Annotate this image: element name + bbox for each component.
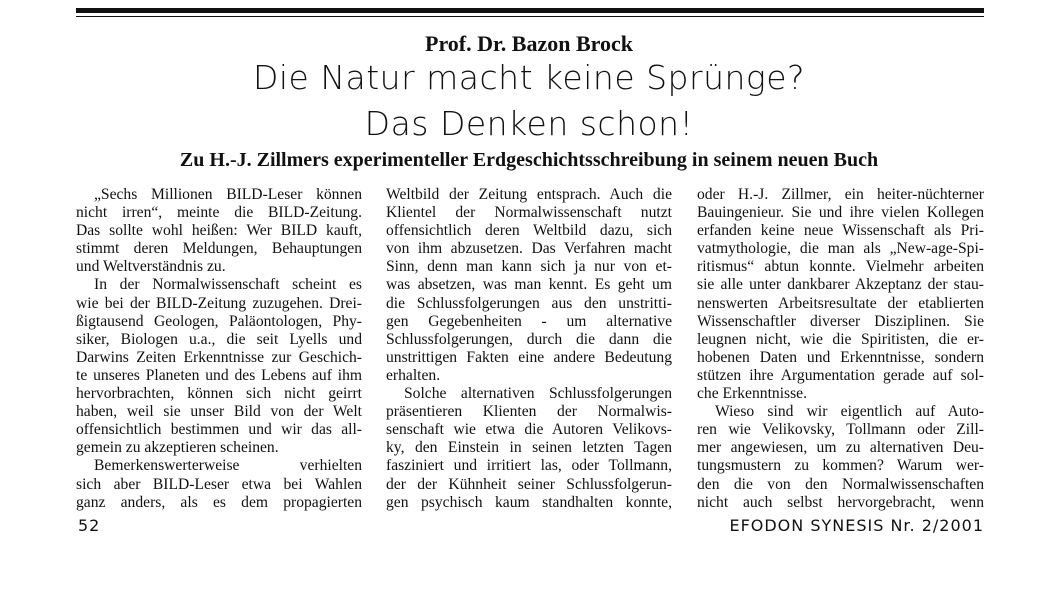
author-name: Prof. Dr. Bazon Brock — [425, 31, 633, 56]
text-line: hobenen Daten und Erkenntnisse, sondern — [697, 348, 984, 366]
text-line: siker, Biologen u.a., die seit Lyells und — [76, 330, 362, 348]
text-line: der der Kühnheit seiner Schlussfolgerun- — [386, 475, 672, 493]
text-line: Solche alternativen Schlussfolgerungen — [404, 385, 672, 403]
text-line: ßigtausend Geologen, Paläontologen, Phy- — [76, 312, 362, 330]
text-line: In der Normalwissenschaft scheint es — [94, 276, 362, 294]
text-line: nicht auch selbst hervorgebracht, wenn — [697, 493, 984, 511]
text-column-3 — [697, 186, 984, 512]
text-line: was absetzen, was man kennt. Es geht um — [386, 276, 672, 294]
text-line: sich aber BILD-Leser etwa bei Wahlen — [76, 475, 362, 493]
text-line: mer angewiesen, um zu alternativen Deu- — [697, 439, 984, 457]
header-rule-thick — [76, 8, 984, 13]
text-line: Weltbild der Zeitung entsprach. Auch die — [386, 186, 672, 203]
text-line: präsentieren Klienten der Normalwis- — [386, 403, 672, 421]
text-line: leugnen nicht, wie die Spiritisten, die er- — [697, 330, 984, 348]
page-number: 52 — [78, 516, 101, 535]
text-line: Wieso sind wir eigentlich auf Auto- — [715, 403, 984, 421]
text-line: die Schlussfolgerungen aus den unstritti- — [386, 294, 672, 312]
text-line: Das sollte wohl heißen: Wer BILD kauft, — [76, 222, 362, 240]
text-line: Wissenschaftler diverser Disziplinen. Sie — [697, 312, 984, 330]
text-line: offensichtlich deren Weltbild dazu, sich — [386, 222, 672, 240]
text-line: „Sechs Millionen BILD-Leser können — [94, 186, 362, 203]
text-line: erfanden keine neue Wissenschaft als Pri- — [697, 222, 984, 240]
text-line: oder H.-J. Zillmer, ein heiter-nüchterner — [697, 186, 984, 203]
header-rule-thin — [76, 16, 984, 17]
text-line: Bauingenieur. Sie und ihre vielen Kollegen — [697, 204, 984, 222]
text-line: unstrittigen Fakten eine andere Bedeutung — [386, 348, 672, 366]
text-line: gemein zu akzeptieren scheinen. — [76, 439, 279, 457]
text-line: hervorbrachten, können sich nicht geirrt — [76, 385, 362, 403]
text-line: Bemerkenswerterweise verhielten — [94, 457, 362, 475]
text-line: che Erkenntnisse. — [697, 385, 807, 403]
text-line: sie alle unter dankbarer Akzeptanz der stau- — [697, 276, 984, 294]
text-line: Sinn, denn man kann sich ja nur von et- — [386, 258, 672, 276]
text-line: gen Gegebenheiten - um alternative — [386, 312, 672, 330]
text-line: senschaft wie etwa die Autoren Velikovs- — [386, 421, 672, 439]
text-line: Schlussfolgerungen, durch die dann die — [386, 330, 672, 348]
title-line-2: Das Denken schon! — [364, 104, 694, 143]
text-column-2 — [386, 186, 672, 512]
text-line: den die von den Normalwissenschaften — [697, 475, 984, 493]
title-line-1: Die Natur macht keine Sprünge? — [252, 58, 806, 97]
text-line: fasziniert und irritiert las, oder Tollmann, — [386, 457, 672, 475]
text-line: offensichtlich bestimmen und wir das all- — [76, 421, 362, 439]
text-line: vatmythologie, die man als „New-age-Spi- — [697, 240, 984, 258]
text-line: Klientel der Normalwissenschaft nutzt — [386, 204, 672, 222]
text-line: ren wie Velikovsky, Tollmann oder Zill- — [697, 421, 984, 439]
text-line: stützen ihre Argumentation gerade auf sol- — [697, 366, 984, 384]
text-line: erhalten. — [386, 366, 441, 384]
publication-info: EFODON SYNESIS Nr. 2/2001 — [729, 516, 984, 535]
text-line: ky, den Einstein in seinen letzten Tagen — [386, 439, 672, 457]
text-line: haben, weil sie unser Bild von der Welt — [76, 403, 362, 421]
text-line: und Weltverständnis zu. — [76, 258, 226, 276]
text-line: Darwins Zeiten Erkenntnisse zur Geschich- — [76, 348, 362, 366]
text-line: ritismus“ abtun konnte. Vielmehr arbeiten — [697, 258, 984, 276]
text-line: te unseres Planeten und des Lebens auf ihm — [76, 366, 362, 384]
text-line: von ihm abzusetzen. Das Verfahren macht — [386, 240, 672, 258]
text-line: gen psychisch kaum standhalten konnte, — [386, 493, 672, 511]
subtitle: Zu H.-J. Zillmers experimenteller Erdgeschichtsschreibung in seinem neuen Buch — [179, 149, 879, 171]
text-line: stimmt deren Meldungen, Behauptungen — [76, 240, 362, 258]
text-line: tungsmustern zu kommen? Warum wer- — [697, 457, 984, 475]
text-line: nenswerten Arbeitsresultate der etablierten — [697, 294, 984, 312]
text-line: nicht irren“, meinte die BILD-Zeitung. — [76, 204, 362, 222]
text-line: ganz anders, als es dem propagierten — [76, 493, 362, 511]
text-column-1 — [76, 186, 362, 512]
text-line: wie bei der BILD-Zeitung zuzugehen. Drei- — [76, 294, 362, 312]
